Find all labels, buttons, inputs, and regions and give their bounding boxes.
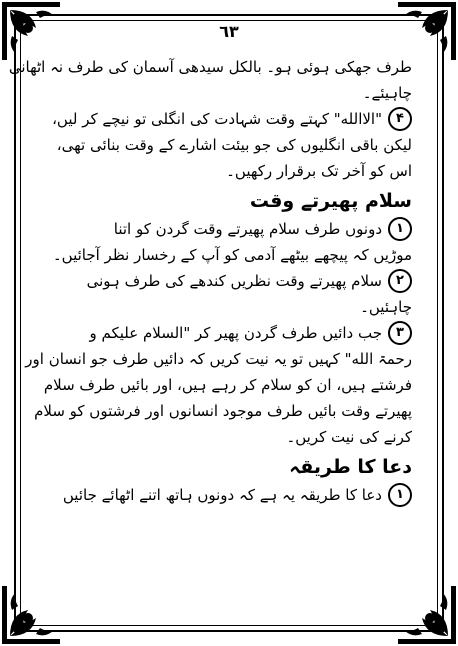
text-line: اس کو آخر تک برقرار رکھیں۔ (226, 162, 412, 180)
item-number-badge: ۱ (388, 483, 412, 507)
item-number-badge: ۳ (388, 321, 412, 345)
list-item (50, 268, 412, 294)
item-number-badge: ۲ (388, 269, 412, 293)
section-heading: دعا کا طریقہ (289, 456, 412, 478)
list-item (50, 482, 412, 508)
text-line: دعا کا طریقہ یہ ہے کہ دونوں ہاتھ اتنے اٹھائے جائیں (62, 486, 382, 504)
text-line: دونوں طرف سلام پھیرتے وقت گردن کو اتنا (113, 220, 382, 238)
text-line: کرنے کی نیت کریں۔ (286, 428, 412, 446)
text-line: فرشتے ہیں، ان کو سلام کر رہے ہیں، اور بائیں طرف سلام (43, 376, 412, 394)
item-number-badge: ۴ (388, 107, 412, 131)
text-line: پھیرتے وقت بائیں طرف موجود انسانوں اور فرشتوں کو سلام (34, 402, 412, 420)
text-line: چاہیئے۔ (362, 84, 412, 102)
page-number: ٦٣ (219, 22, 239, 41)
text-line: "الاالله" کہتے وقت شہادت کی انگلی تو نیچے کر لیں، (52, 110, 382, 128)
section-heading: سلام پھیرتے وقت (249, 190, 412, 212)
page-content (8, 54, 412, 508)
item-number-badge: ۱ (388, 217, 412, 241)
list-item (50, 106, 412, 132)
text-line: رحمۃ الله" کہیں تو یہ نیت کریں کہ دائیں طرف جو انسان اور (25, 350, 412, 368)
corner-ornament-bottom-left (2, 586, 60, 644)
text-line: طرف جھکی ہوئی ہو۔ بالکل سیدھی آسمان کی طرف نہ اٹھانی (8, 58, 412, 76)
text-line: سلام پھیرتے وقت نظریں کندھے کی طرف ہونی (86, 272, 382, 290)
list-item (50, 320, 412, 346)
text-line: چاہئیں۔ (360, 298, 412, 316)
text-line: جب دائیں طرف گردن پھیر کر "السلام علیکم و (89, 324, 382, 342)
corner-ornament-bottom-right (398, 586, 456, 644)
text-line: موڑیں کہ پیچھے بیٹھے آدمی کو آپ کے رخسار نظر آجائیں۔ (52, 246, 412, 264)
text-line: لیکن باقی انگلیوں کی جو بیئت اشارے کے وقت بنائی تھی، (56, 136, 412, 154)
list-item (50, 216, 412, 242)
